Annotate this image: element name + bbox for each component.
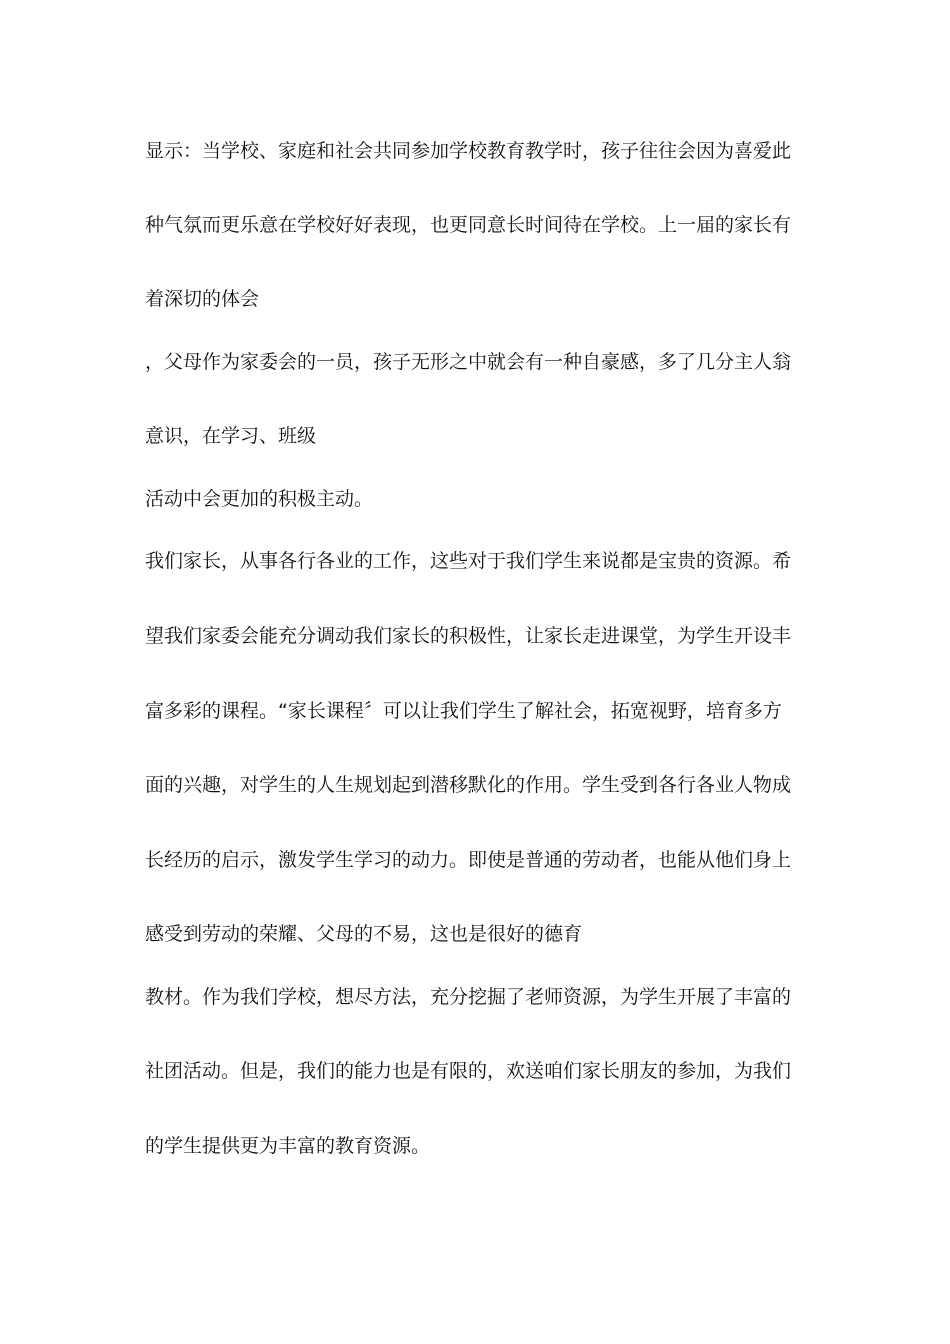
text-line: 活动中会更加的积极主动。 <box>145 488 374 510</box>
text-line: 种气氛而更乐意在学校好好表现，也更同意长时间待在学校。上一届的家长有 <box>145 214 792 236</box>
text-line: 面的兴趣，对学生的人生规划起到潜移默化的作用。学生受到各行各业人物成 <box>145 774 792 796</box>
text-line: 显示：当学校、家庭和社会共同参加学校教育教学时，孩子往往会因为喜爱此 <box>145 140 792 162</box>
text-line: 感受到劳动的荣耀、父母的不易，这也是很好的德育 <box>145 923 583 945</box>
text-line: 意识，在学习、班级 <box>145 425 317 447</box>
text-line: 教材。作为我们学校，想尽方法，充分挖掘了老师资源，为学生开展了丰富的 <box>145 986 792 1008</box>
text-line: 我们家长，从事各行各业的工作，这些对于我们学生来说都是宝贵的资源。希 <box>145 550 792 572</box>
text-line: 望我们家委会能充分调动我们家长的积极性，让家长走进课堂，为学生开设丰 <box>145 625 792 647</box>
text-line: 社团活动。但是，我们的能力也是有限的，欢送咱们家长朋友的参加，为我们 <box>145 1060 792 1082</box>
text-line: 长经历的启示，激发学生学习的动力。即使是普通的劳动者，也能从他们身上 <box>145 849 792 871</box>
text-line: 着深切的体会 <box>145 288 260 310</box>
text-line: 富多彩的课程。“家长课程〞可以让我们学生了解社会，拓宽视野，培育多方 <box>145 700 782 722</box>
text-line: 的学生提供更为丰富的教育资源。 <box>145 1135 431 1157</box>
text-line: ，父母作为家委会的一员，孩子无形之中就会有一种自豪感，多了几分主人翁 <box>145 351 792 373</box>
